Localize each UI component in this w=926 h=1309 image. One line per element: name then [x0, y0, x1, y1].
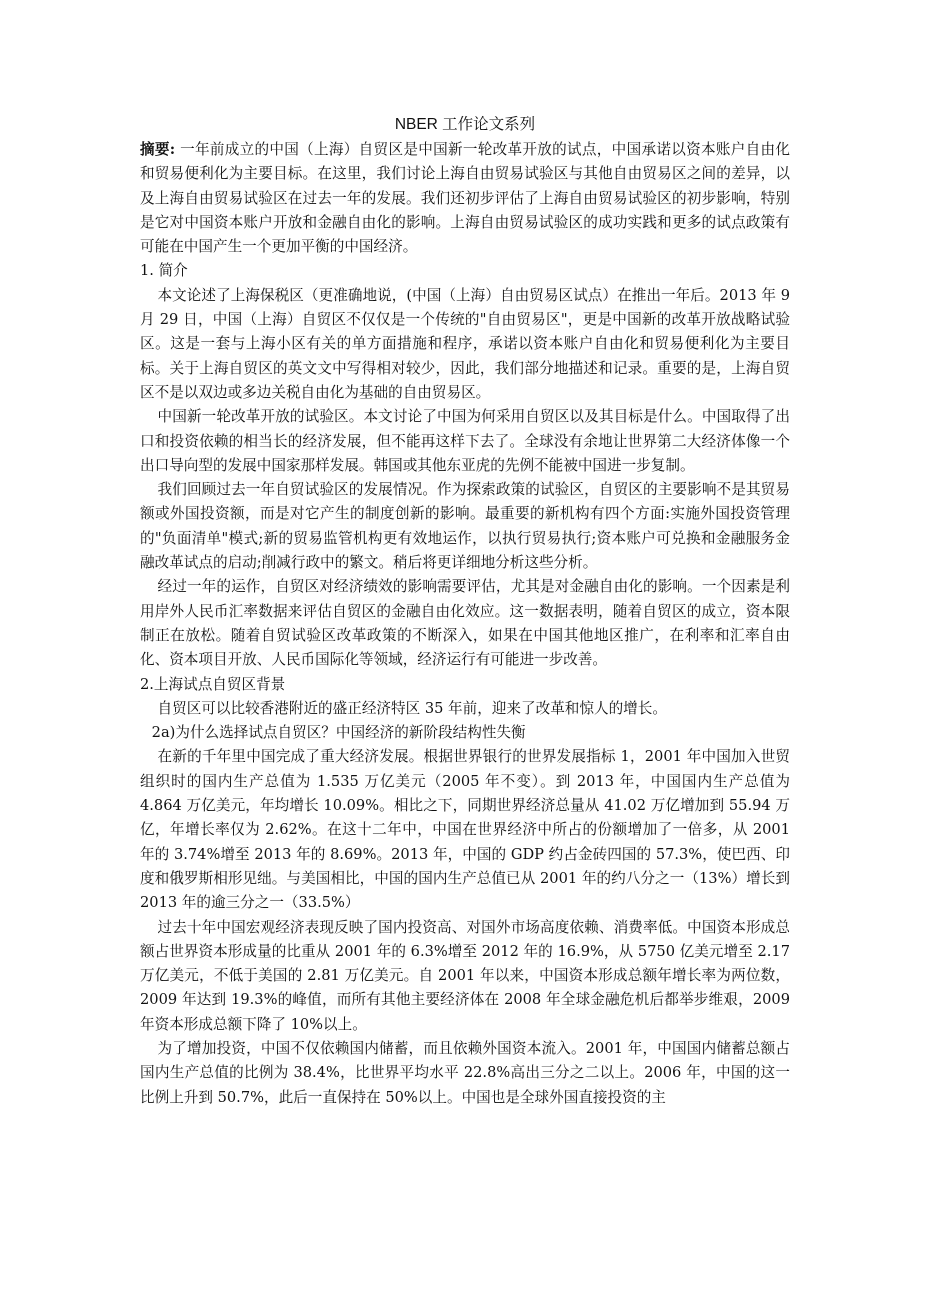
section-1-paragraph-3: 我们回顾过去一年自贸试验区的发展情况。作为探索政策的试验区，自贸区的主要影响不是其贸易额或外国投资额，而是对它产生的制度创新的影响。最重要的新机构有四个方面:实施外国投资管理的"负面清单"模式;新的贸易监管机构更有效地运作，以执行贸易执行;资本账户可兑换和金融服务金融改革试点的启动;削减行政中的繁文。稍后将更详细地分析这些分析。	[140, 481, 790, 572]
section-2a-paragraph-2: 过去十年中国宏观经济表现反映了国内投资高、对国外市场高度依赖、消费率低。中国资本形成总额占世界资本形成量的比重从 2001 年的 6.3%增至 2012 年的 16.9%，从 5750 亿美元增至 2.17 万亿美元，不低于美国的 2.81 万亿美元。自 2001 年以来，中国资本形成总额年增长率为两位数，2009 年达到 19.3%的峰值，而所有其他主要经济体在 2008 年全球金融危机后都举步维艰，2009 年资本形成总额下降了 10%以上。	[140, 918, 790, 1033]
abstract-label: 摘要:	[140, 141, 176, 158]
section-1-heading: 1. 简介	[140, 262, 188, 280]
section-1-paragraph-2: 中国新一轮改革开放的试验区。本文讨论了中国为何采用自贸区以及其目标是什么。中国取得了出口和投资依赖的相当长的经济发展，但不能再这样下去了。全球没有余地让世界第二大经济体像一个出口导向型的发展中国家那样发展。韩国或其他东亚虎的先例不能被中国进一步复制。	[140, 408, 790, 474]
document-page	[140, 112, 790, 1110]
document-title: NBER 工作论文系列	[394, 116, 536, 133]
section-2-paragraph-1: 自贸区可以比较香港附近的盛正经济特区 35 年前，迎来了改革和惊人的增长。	[157, 699, 667, 717]
abstract-text: 一年前成立的中国（上海）自贸区是中国新一轮改革开放的试点，中国承诺以资本账户自由化和贸易便利化为主要目标。在这里，我们讨论上海自由贸易试验区与其他自由贸易区之间的差异，以及上海自由贸易试验区在过去一年的发展。我们还初步评估了上海自由贸易试验区的初步影响，特别是它对中国资本账户开放和金融自由化的影响。上海自由贸易试验区的成功实践和更多的试点政策有可能在中国产生一个更加平衡的中国经济。	[140, 141, 790, 256]
section-2a-paragraph-1: 在新的千年里中国完成了重大经济发展。根据世界银行的世界发展指标 1，2001 年中国加入世贸组织时的国内生产总值为 1.535 万亿美元（2005 年不变）。到 2013 年，中国国内生产总值为 4.864 万亿美元，年均增长 10.09%。相比之下，同期世界经济总量从 41.02 万亿增加到 55.94 万亿，年增长率仅为 2.62%。在这十二年中，中国在世界经济中所占的份额增加了一倍多，从 2001 年的 3.74%增至 2013 年的 8.69%。2013 年，中国的 GDP 约占金砖四国的 57.3%，使巴西、印度和俄罗斯相形见绌。与美国相比，中国的国内生产总值已从 2001 年的约八分之一（13%）增长到 2013 年的逾三分之一（33.5%）	[140, 748, 790, 912]
section-1-paragraph-4: 经过一年的运作，自贸区对经济绩效的影响需要评估，尤其是对金融自由化的影响。一个因素是利用岸外人民币汇率数据来评估自贸区的金融自由化效应。这一数据表明，随着自贸区的成立，资本限制正在放松。随着自贸试验区改革政策的不断深入，如果在中国其他地区推广，在利率和汇率自由化、资本项目开放、人民币国际化等领域，经济运行有可能进一步改善。	[140, 578, 790, 669]
section-2a-paragraph-3: 为了增加投资，中国不仅依赖国内储蓄，而且依赖外国资本流入。2001 年，中国国内储蓄总额占国内生产总值的比例为 38.4%，比世界平均水平 22.8%高出三分之二以上。2006 年，中国的这一比例上升到 50.7%，此后一直保持在 50%以上。中国也是全球外国直接投资的主	[140, 1039, 790, 1106]
section-2a-heading: 2a)为什么选择试点自贸区？中国经济的新阶段结构性失衡	[151, 724, 526, 742]
section-2-heading: 2.上海试点自贸区背景	[140, 675, 286, 693]
section-1-paragraph-1: 本文论述了上海保税区（更准确地说，(中国（上海）自由贸易区试点）在推出一年后。2013 年 9 月 29 日，中国（上海）自贸区不仅仅是一个传统的"自由贸易区"，更是中国新的改革开放战略试验区。这是一套与上海小区有关的单方面措施和程序，承诺以资本账户自由化和贸易便利化为主要目标。关于上海自贸区的英文文中写得相对较少，因此，我们部分地描述和记录。重要的是，上海自贸区不是以双边或多边关税自由化为基础的自由贸易区。	[140, 286, 790, 401]
abstract-paragraph	[140, 138, 790, 259]
